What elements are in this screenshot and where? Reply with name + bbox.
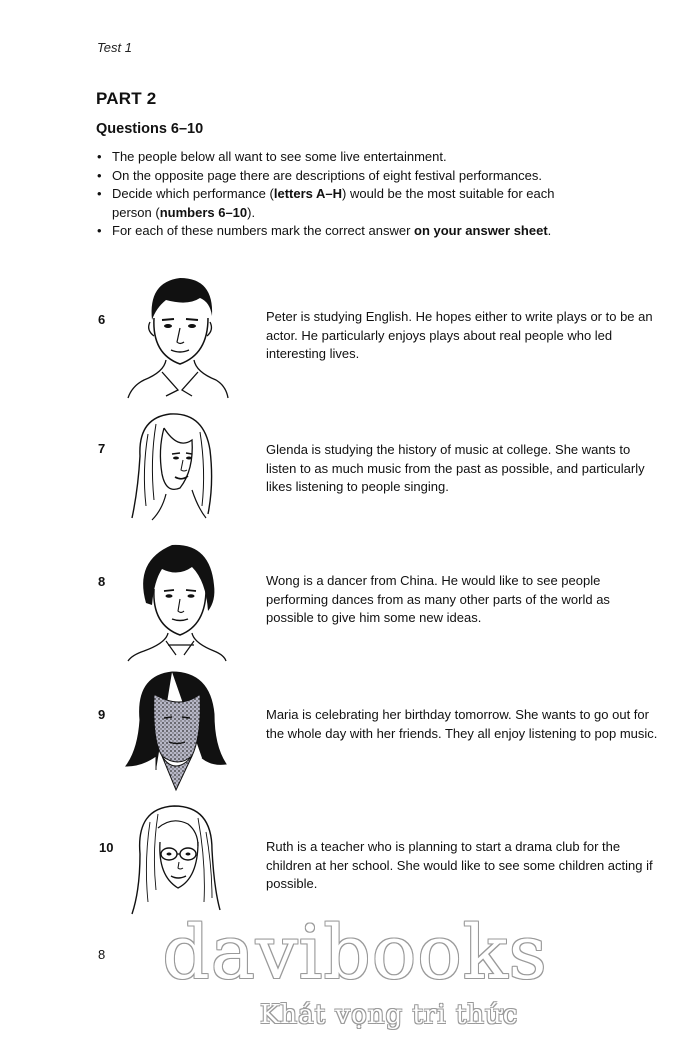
person-description: Maria is celebrating her birthday tomorrow. She wants to go out for the whole day with her friends. They all enjoy listening to pop music. xyxy=(266,707,658,741)
instruction-emphasis: on your answer sheet xyxy=(414,223,548,238)
instruction-text: ). xyxy=(247,204,256,220)
instruction-text: On the opposite page there are descriptions of eight festival performances. xyxy=(112,167,542,183)
person-description: Peter is studying English. He hopes either to write plays or to be an actor. He particularly enjoys plays about real people who led interesting lives. xyxy=(266,309,653,361)
watermark-slogan: Khát vọng tri thức xyxy=(260,1000,519,1030)
person-description: Ruth is a teacher who is planning to start a drama club for the children at her school. She would like to see some children acting if possible. xyxy=(266,839,653,891)
instructions-list xyxy=(96,148,596,241)
watermark-logo xyxy=(150,908,560,1040)
person-item xyxy=(0,541,700,671)
woman-long-hair-portrait-icon xyxy=(122,410,232,522)
instruction-item xyxy=(96,185,596,222)
woman-dark-skin-portrait-icon xyxy=(122,670,232,792)
person-description: Glenda is studying the history of music at college. She wants to listen to as much music from the past as possible, and particularly likes listening to people singing. xyxy=(266,442,645,494)
person-description: Wong is a dancer from China. He would like to see people performing dances from as many other parts of the world as possible to give him some new ideas. xyxy=(266,573,610,625)
instruction-text: For each of these numbers mark the correct answer xyxy=(112,223,415,238)
running-head: Test 1 xyxy=(97,40,132,55)
instruction-text: The people below all want to see some live entertainment. xyxy=(112,149,447,164)
instruction-item xyxy=(96,222,596,241)
part-title: PART 2 xyxy=(96,89,157,108)
page-number: 8 xyxy=(98,947,106,962)
questions-title: Questions 6–10 xyxy=(96,121,204,137)
question-number: 10 xyxy=(99,840,114,855)
man-short-hair-portrait-icon xyxy=(122,272,232,400)
woman-glasses-portrait-icon xyxy=(122,802,232,922)
instruction-text: . xyxy=(547,223,552,238)
watermark-brand: davibooks xyxy=(162,910,548,996)
person-item xyxy=(0,272,700,402)
instruction-item xyxy=(96,167,596,186)
instruction-emphasis: letters A–H xyxy=(273,186,343,201)
instruction-item xyxy=(96,148,596,167)
person-item xyxy=(0,410,700,540)
question-number: 8 xyxy=(98,574,106,589)
instruction-text: Decide which performance ( xyxy=(112,186,274,201)
instruction-emphasis: numbers 6–10 xyxy=(159,204,248,220)
man-dark-hair-portrait-icon xyxy=(122,541,232,663)
person-item xyxy=(0,670,700,800)
question-number: 9 xyxy=(98,707,106,722)
question-number: 6 xyxy=(98,312,106,327)
instruction-text: ) would be the most suitable for each person ( xyxy=(112,186,555,220)
question-number: 7 xyxy=(98,441,106,456)
